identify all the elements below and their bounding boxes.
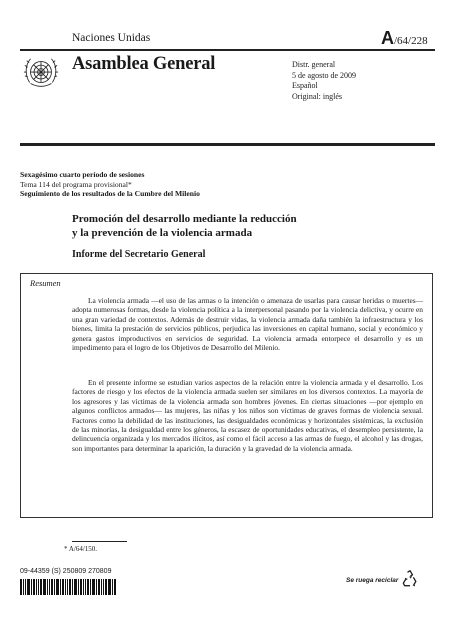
agenda-item: Tema 114 del programa provisional* bbox=[20, 179, 132, 189]
summary-paragraph-2: En el presente informe se estudian varios aspectos de la relación entre la violencia armada y el desarrollo. Los factores de riesgo y los efectos de la violencia armada suelen ser similares en los diversos contextos. La mayoría de los agresores y las víctimas de la violencia armada son hombres jóvenes. En ciertas situaciones —por ejemplo en algunos conflictos armados— las mujeres, las niñas y los niños son víctimas de graves formas de violencia sexual. Factores como la debilidad de las instituciones, las desigualdades económicas y horizontales sistémicas, la exclusión de las minorías, la desigualdad entre los géneros, la escasez de oportunidades educativas, el desempleo persistente, la delincuencia organizada y los mercados ilícitos, así como el fácil acceso a las armas de fuego, el alcohol y las drogas, son importantes para determinar la aparición, la duración y la gravedad de la violencia armada. bbox=[72, 378, 423, 453]
distribution-line: Distr. general bbox=[292, 60, 336, 69]
title-line-1: Promoción del desarrollo mediante la reducción bbox=[72, 213, 297, 225]
barcode bbox=[20, 579, 128, 595]
summary-heading: Resumen bbox=[30, 278, 61, 288]
date-line: 5 de agosto de 2009 bbox=[292, 70, 356, 80]
agenda-item-title: Seguimiento de los resultados de la Cumbre del Milenio bbox=[20, 189, 200, 198]
session-block bbox=[20, 170, 200, 199]
document-title bbox=[72, 213, 297, 240]
header-rule bbox=[20, 49, 435, 51]
summary-paragraph-1: La violencia armada —el uso de las armas o la intención o amenaza de usarlas para causar heridas o muertes— adopta numerosas formas, desde la violencia política a la interpersonal pasando por la violencia delictiva, y ocurre en una gran variedad de contextos. Además de destruir vidas, la violencia armada daña también la infraestructura y los bienes, limita la prestación de servicios públicos, perjudica las inversiones en capital humano, social y económico y genera gastos improductivos en servicios de seguridad. La violencia armada entorpece el desarrollo y es un impedimento para el logro de los Objetivos de Desarrollo del Milenio. bbox=[72, 296, 423, 353]
document-number: 09-44359 (S) 250809 270809 bbox=[20, 568, 112, 575]
footnote: * A/64/150. bbox=[64, 545, 98, 553]
title-line-2: y la prevención de la violencia armada bbox=[72, 226, 253, 239]
symbol-number: /64/228 bbox=[394, 35, 428, 47]
organization-name: Naciones Unidas bbox=[72, 32, 151, 44]
original-language-line: Original: inglés bbox=[292, 91, 342, 101]
recycle-note: Se ruega reciclar bbox=[346, 577, 399, 584]
footnote-rule bbox=[72, 541, 127, 542]
un-emblem-icon bbox=[22, 54, 60, 92]
language-line: Español bbox=[292, 81, 318, 90]
recycle-icon bbox=[400, 569, 420, 589]
document-symbol bbox=[381, 28, 428, 49]
header-thick-rule bbox=[20, 143, 435, 146]
distribution-block bbox=[292, 60, 356, 102]
assembly-title: Asamblea General bbox=[72, 54, 216, 74]
session-title: Sexagésimo cuarto período de sesiones bbox=[20, 170, 145, 179]
report-title: Informe del Secretario General bbox=[72, 249, 206, 260]
symbol-letter: A bbox=[381, 28, 394, 48]
